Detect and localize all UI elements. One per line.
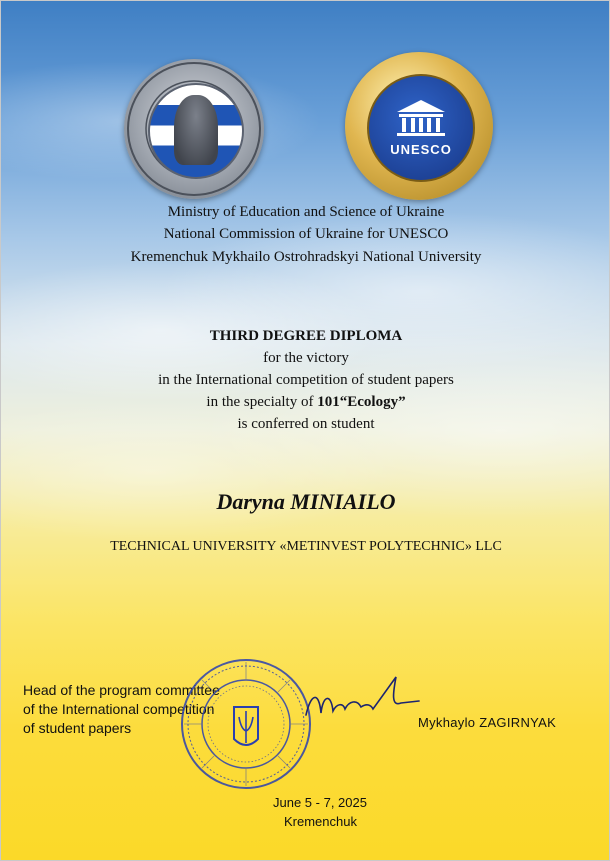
signatory-name: Mykhaylo ZAGIRNYAK — [418, 715, 557, 730]
unesco-seal-center — [367, 74, 475, 182]
ministry-line-1: Ministry of Education and Science of Ukraine — [167, 204, 445, 220]
specialty-prefix: in the specialty of — [206, 394, 318, 410]
official-stamp-icon — [179, 657, 313, 791]
ministry-line-3: Kremenchuk Mykhailo Ostrohradskyi National University — [130, 249, 482, 265]
event-date: June 5 - 7, 2025 — [273, 795, 367, 810]
head-line-3: of student papers — [23, 720, 132, 736]
diploma-line-victory: for the victory — [263, 350, 349, 366]
ministry-line-2: National Commission of Ukraine for UNESCO — [163, 226, 449, 242]
head-line-1: Head of the program committee — [23, 682, 220, 698]
signature-icon — [301, 673, 421, 733]
student-university: TECHNICAL UNIVERSITY «METINVEST POLYTECHNIC» LLC — [110, 539, 502, 554]
diploma-line-conferred: is conferred on student — [237, 416, 375, 432]
temple-icon — [395, 98, 447, 138]
portrait-bust-icon — [174, 95, 218, 165]
unesco-seal-logo — [345, 52, 493, 200]
diploma-line-competition: in the International competition of student papers — [158, 372, 454, 388]
diploma-line-specialty — [1, 392, 610, 414]
head-line-2: of the International competition — [23, 701, 215, 717]
university-seal-logo — [124, 59, 264, 199]
unesco-wordmark: UNESCO — [390, 142, 452, 157]
student-name: Daryna MINIAILO — [216, 489, 396, 514]
university-seal-flag — [148, 83, 244, 179]
specialty-name: 101“Ecology” — [317, 394, 406, 410]
event-place: Kremenchuk — [284, 814, 357, 829]
diploma-title: THIRD DEGREE DIPLOMA — [209, 328, 403, 344]
